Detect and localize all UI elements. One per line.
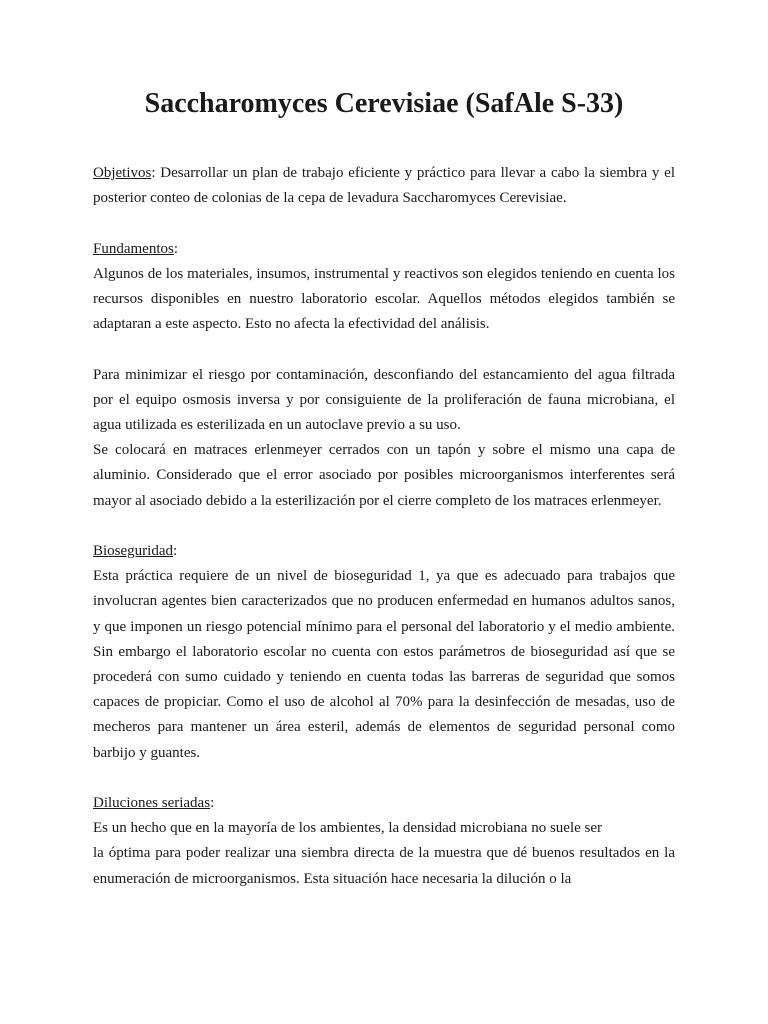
- diluciones-paragraph: la óptima para poder realizar una siembra directa de la muestra que dé buenos resultados en la enumeración de microorganismos. Esta situación hace necesaria la dilución o la: [93, 845, 675, 887]
- objetivos-paragraph: [93, 161, 675, 211]
- bioseguridad-colon: :: [173, 543, 178, 559]
- fundamentos-paragraph-3: Se colocará en matraces erlenmeyer cerrados con un tapón y sobre el mismo una capa de aluminio. Considerado que el error asociado por posibles microorganismos interferentes será mayor al asociado debido a la esterilización por el cierre completo de los matraces erlenmeyer.: [93, 442, 675, 509]
- bioseguridad-heading: Bioseguridad: [93, 543, 173, 559]
- spacer: [93, 337, 675, 362]
- spacer: [93, 514, 675, 539]
- bioseguridad-heading-line: [93, 539, 675, 564]
- fundamentos-paragraph-1: Algunos de los materiales, insumos, instrumental y reactivos son elegidos teniendo en cuenta los recursos disponibles en nuestro laboratorio escolar. Aquellos métodos elegidos también se adaptaran a este aspecto. Esto no afecta la efectividad del análisis.: [93, 265, 675, 333]
- document-body: [93, 161, 675, 892]
- fundamentos-heading-line: [93, 237, 675, 262]
- objetivos-text: : Desarrollar un plan de trabajo eficiente y práctico para llevar a cabo la siembra y el posterior conteo de colonias de la cepa de levadura Saccharomyces Cerevisiae.: [93, 165, 675, 207]
- bioseguridad-paragraph: Esta práctica requiere de un nivel de bioseguridad 1, ya que es adecuado para trabajos que involucran agentes bien caracterizados que no producen enfermedad en humanos adultos sanos, y que imponen un riesgo potencial mínimo para el personal del laboratorio y el medio ambiente. Sin embargo el laboratorio escolar no cuenta con estos parámetros de bioseguridad así que se procederá con sumo cuidado y teniendo en cuenta todas las barreras de seguridad que somos capaces de propiciar. Como el uso de alcohol al 70% para la desinfección de mesadas, uso de mecheros para mantener un área esteril, además de elementos de seguridad personal como barbijo y guantes.: [93, 568, 675, 761]
- fundamentos-heading: Fundamentos: [93, 240, 174, 257]
- objetivos-heading: Objetivos: [93, 165, 152, 181]
- spacer: [93, 211, 675, 236]
- fundamentos-paragraph-2: Para minimizar el riesgo por contaminación, desconfiando del estancamiento del agua filtrada por el equipo osmosis inversa y por consiguiente de la proliferación de fauna microbiana, el agua utilizada es esterilizada en un autoclave previo a su uso.: [93, 366, 675, 433]
- diluciones-colon: :: [210, 795, 215, 812]
- diluciones-line-1: Es un hecho que en la mayoría de los ambientes, la densidad microbiana no suele ser: [93, 820, 603, 837]
- spacer: [93, 766, 675, 791]
- document-title: Saccharomyces Cerevisiae (SafAle S-33): [144, 88, 624, 119]
- diluciones-heading-line: [93, 791, 675, 816]
- fundamentos-colon: :: [173, 240, 179, 257]
- diluciones-heading: Diluciones seriadas: [93, 795, 211, 812]
